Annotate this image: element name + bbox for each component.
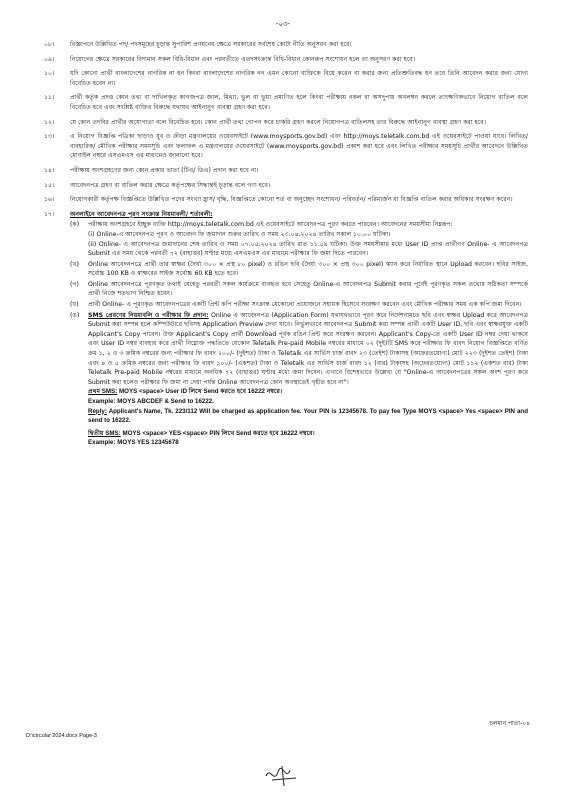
item-number: ১৪। — [44, 166, 55, 174]
conditions-list — [44, 40, 528, 453]
clause-label: (ক) — [70, 221, 80, 229]
clause-label: (খ) — [70, 260, 79, 268]
sms-instructions: Online এ আবেদনপত্র (Application Form) যথাযথভাবে পূরণ করে নির্দেশনামতে ছবি এবং স্বাক্ষর Upload করে আবেদনপত্র Submit করা সম্পন্ন হলে কম্পিউটারে ছবিসহ Application Preview দেখা যাবে। নির্ভুলভাবে আবেদনপত্র Submit করা সম্পন্ন প্রার্থী একটি User ID, ছবি এবং স্বাক্ষরযুক্ত একটি Applicant's Copy পাবেন। উক্ত Applicant's Copy প্রার্থী Download পূর্বক রঙিন প্রিন্ট করে সংরক্ষণ করবেন। Applicant's Copy-তে একটি User ID নম্বর দেয়া থাকবে এবং User ID নম্বর ব্যবহার করে প্রার্থী নিম্নোক্ত পদ্ধতিতে যেকোন Teletalk Pre-paid Mobile নম্বরের মাধ্যমে ০২ (দুই)টি SMS করে পরীক্ষার ফি বাবদ নিয়োগ বিজ্ঞপ্তিতে বর্ণিত ক্রম ১, ২ ও ৩ ক্রমিক নম্বরের জন্য পরীক্ষার ফি বাবদ ২০০/- (দুইশত) টাকা ও Teletalk এর সার্ভিস চার্জ বাবদ ২৩ (তেইশ) টাকাসহ (অফেরতযোগ্য) মোট ২২৩ (দুইশত তেইশ) টাকা এবং ৪ ও ৫ ক্রমিক নম্বরের জন্য পরীক্ষার ফি বাবদ ১০০/- (একশত) টাকা ও Teletalk এর সার্ভিস চার্জ বাবদ ১২ (বার) টাকাসহ (অফেরতযোগ্য) মোট ১১২ (একশত বার) টাকা Teletalk Pre-paid Mobile নম্বরের মাধ্যমে অনধিক ৭২ (বাহাত্তর) ঘণ্টার মধ্যে জমা দিবেন। এখানে বিশেষভাবে উল্লেখ্য যে "Online-এ আবেদনপত্রের সকল অংশ পূরণ করে Submit করা হলেও পরীক্ষার ফি জমা না দেয়া পর্যন্ত Online আবেদনপত্র কোন অবস্থাতেই গৃহীত হবে না"। — [88, 311, 528, 386]
list-item — [44, 40, 528, 50]
clause-label: (ঘ) — [70, 301, 79, 309]
list-item — [44, 93, 528, 112]
continued-note: চলমান পাতা-০৪ — [489, 720, 530, 727]
item-number: ১৭। — [44, 210, 55, 218]
item-text: যদি কোনো প্রার্থী বাংলাদেশের নাগরিক না হন কিংবা বাংলাদেশের নাগরিক নন এমন কোনো ব্যক্তিকে বিয়ে করেন বা করার জন্য প্রতিশ্রুতিবদ্ধ হন তবে তিনি আবেদন করার জন্য যোগ্য বিবেচিত হবেন না। — [70, 70, 528, 87]
item-text: বিজ্ঞাপনে উল্লিখিত পদ/ পদসমূহের চূড়ান্ত সুপারিশ প্রণয়নের ক্ষেত্রে সরকারের সর্বশেষ কোটা নীতি অনুসরণ করা হবে। — [70, 41, 352, 48]
clause-gha — [70, 300, 528, 310]
signature-image — [262, 760, 302, 790]
item-text: নিয়োগের ক্ষেত্রে সরকারের বিদ্যমান সকল বিধি-বিধান এবং পরবর্তীতে এতদসংক্রান্ত বিধি-বিধান কোনরূপ সংশোধন হলে তা অনুসরণ করা হবে। — [70, 55, 416, 63]
sms1-text: MOYS <space> User ID লিখে Send করতে হবে 16222 নম্বরে। — [118, 388, 283, 396]
list-item — [44, 166, 528, 176]
timeline-end: (ii) Online- এ আবেদনপত্র জমাদানের শেষ তারিখ ও সময় ০৭.০৫.২০২৪ তারিখ রাত ১১.৫৯ ঘটিকা। উক্ত সময়সীমার মধ্যে User ID প্রাপ্ত প্রার্থীগণ Online- এ আবেদনপত্র Submit এর সময় থেকে পরবর্তী ৭২ (বাহাত্তর) ঘণ্টার মধ্যে এসএমএস এর মাধ্যমে পরীক্ষার ফি জমা দিতে পারবেন। — [88, 240, 528, 258]
timeline-start: (i) Online-এ আবেদনপত্র পূরণ ও আবেদন ফি জমাদান শুরুর তারিখ ও সময় ২৩.০৪.২০২৪ তারিখ সকাল ১০.০০ ঘটিকা। — [88, 230, 391, 238]
clause-text: পরীক্ষায় অংশগ্রহণে ইচ্ছুক ব্যক্তি http://moys.teletalk.com.bd এই ওয়েবসাইটে আবেদনপত্র পূরণ করতে পারবেন। আবেদনের সময়সীমা নিম্নরূপ: — [88, 221, 453, 229]
item-number: ১১। — [44, 94, 55, 102]
clause-text: Online আবেদনপত্রে পূরণকৃত তথ্যই যেহেতু পরবর্তী সকল কার্যক্রমে ব্যবহৃত হবে সেহেতু Online-এ আবেদনপত্র Submit করার পূর্বেই পূরণকৃত সকল তথ্যের সঠিকতা সম্পর্কে প্রার্থী নিজে শতভাগ নিশ্চিত হবেন। — [88, 280, 528, 298]
item-text: নিয়োগকারী কর্তৃপক্ষ বিজ্ঞপ্তিতে উল্লিখিত পদের সংখ্যা হ্রাস/ বৃদ্ধি, বিজ্ঞপ্তিতে কোনো শর্ত বা অনুচ্ছেদ সংশোধন/ পরিবর্তন/ পরিমার্জন বা বিজ্ঞপ্তি বাতিল করার অধিকার সংরক্ষণ করেন। — [70, 196, 513, 204]
clause-umo — [70, 311, 528, 448]
list-item — [44, 69, 528, 88]
list-item — [44, 195, 528, 205]
page-number: -০৩- — [275, 20, 291, 28]
sms2-label: দ্বিতীয় SMS: — [88, 429, 121, 437]
item-text: পরীক্ষায় অংশগ্রহণের জন্য কোন প্রকার ভাতা (টিএ/ ডিএ) প্রদান করা হবে না। — [70, 166, 259, 174]
clause-label: (ঙ) — [70, 311, 80, 319]
example-1: Example: MOYS ABCDEF & Send to 16222. — [88, 398, 214, 405]
clause-ga — [70, 280, 528, 299]
item-text: এ নিয়োগ বিজ্ঞপ্তি পত্রিকা ছাড়াও যুব ও ক্রীড়া মন্ত্রণালয়ের ওয়েবসাইটে (www.moysports.gov.bd) এবং http://moys.teletalk.com.bd এই ওয়েবসাইটে পাওয়া যাবে। লিখিত/ ব্যবহারিক/ মৌখিক পরীক্ষার সময়সূচি এবং ফলাফল এ মন্ত্রণালয়ের ওয়েবসাইটে (www.moysports.gov.bd) প্রকাশ করা হবে এবং লিখিত পরীক্ষার সময়সূচি প্রার্থীর আবেদনে উল্লিখিত মোবাইল নম্বরে এসএমএস এর মাধ্যমেও জানানো হবে। — [70, 133, 528, 160]
item-number: ১০। — [44, 70, 55, 78]
clause-text: Online আবেদনপত্রে প্রার্থী তার স্বাক্ষর (দৈর্ঘ্য ৩০০ × প্রস্থ ৮০ pixel) ও রঙিন ছবি (দৈর্ঘ্য ৩০০ × প্রস্থ ৩০০ pixel) স্ক্যান করে নির্ধারিত স্থানে Upload করবেন। ছবির সাইজ, সর্বোচ্চ 100 KB ও স্বাক্ষরের সাইজ সর্বোচ্চ 60 KB হতে হবে। — [88, 260, 528, 278]
item-number: ১৫। — [44, 181, 55, 189]
example-2: Example: MOYS YES 12345678 — [88, 439, 179, 447]
item-number: ০৮। — [44, 41, 55, 48]
reply-text: Applicant's Name, Tk. 223/112 Will be charged as application fee. Your PIN is 12345678. To pay fee Type MOYS <space> Yes <space> PIN and send to 16222. — [88, 407, 528, 425]
item-text: যে কোন তদবির প্রার্থীর অযোগ্যতা বলে বিবেচিত হবে। কোন প্রার্থী তথ্য গোপন করে চাকরি গ্রহণ করলে নিয়োগপত্র বাতিলসহ তার বিরুদ্ধে আইনানুগ ব্যবস্থা গ্রহণ করা হবে। — [70, 118, 486, 126]
list-item — [44, 181, 528, 191]
item-text: প্রার্থী কর্তৃক প্রদত্ত কোন তথ্য বা দাখিলকৃত কাগজপত্র জাল, মিথ্যা, ভুল বা ভুয়া প্রমাণিত হলে কিংবা পরীক্ষায় নকল বা অসদুপায় অবলম্বন করলে তাৎক্ষণিকভাবে নিয়োগ বাতিল বলে বিবেচিত হবে এবং সংশ্লিষ্ট ব্যক্তির বিরুদ্ধে যথাযথ আইনানুগ ব্যবস্থা গ্রহণ করা হবে। — [70, 94, 528, 111]
list-item — [44, 55, 528, 65]
section-heading: অনলাইনে আবেদনপত্র পূরণ সংক্রান্ত নিয়মাবলী/ শর্তাবলী: — [70, 210, 213, 218]
clause-label: (গ) — [70, 280, 79, 288]
footer-file-path: D:\circular 2024.docx Page-3 — [26, 733, 97, 739]
item-text: আবেদনপত্র গ্রহণ বা বাতিল করার ক্ষেত্রে কর্তৃপক্ষের সিদ্ধান্তই চূড়ান্ত বলে গণ্য হবে। — [70, 181, 271, 189]
sms-heading: SMS প্রেরণের নিয়মাবলি ও পরীক্ষার ফি প্রদান: — [88, 311, 209, 319]
list-item — [44, 118, 528, 128]
online-application-section — [44, 210, 528, 448]
clause-ka — [70, 220, 528, 258]
list-item — [44, 132, 528, 161]
sms2-text: MOYS <space> YES <space> PIN লিখে Send করতে হবে 16222 নম্বরে। — [122, 429, 315, 437]
clause-kha — [70, 260, 528, 279]
sms1-label: প্রথম SMS: — [88, 388, 118, 396]
item-number: ০৯। — [44, 55, 55, 63]
item-number: ১৬। — [44, 196, 55, 204]
reply-label: Reply: — [88, 407, 107, 415]
item-number: ১৩। — [44, 133, 55, 141]
clause-text: প্রার্থী Online- এ পূরণকৃত আবেদনপত্রের একটি প্রিন্ট কপি পরীক্ষা সংক্রান্ত যেকোনো প্রয়োজনে সহায়ক হিসেবে সংরক্ষণ করবেন এবং মৌখিক পরীক্ষার সময় এক কপি জমা দিবেন। — [88, 301, 522, 309]
item-number: ১২। — [44, 118, 55, 126]
